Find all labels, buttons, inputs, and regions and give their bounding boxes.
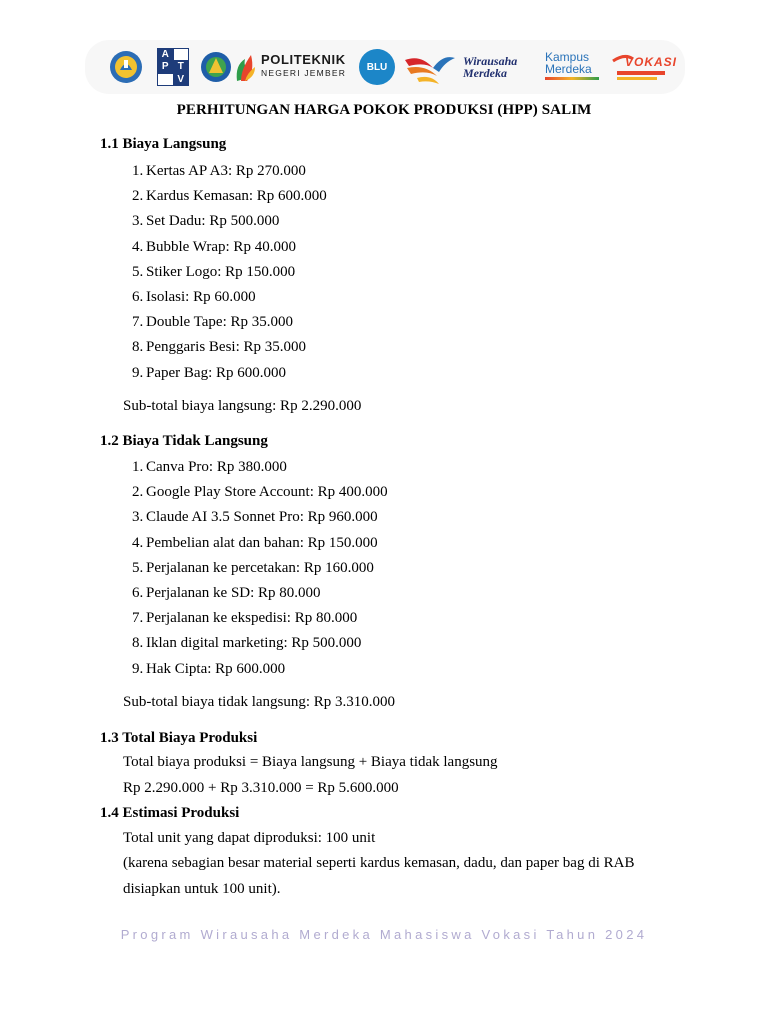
list-biaya-langsung <box>100 159 327 386</box>
list-number: 1. <box>132 163 144 179</box>
wirausaha-merdeka-logo <box>463 55 539 79</box>
list-item <box>100 531 388 556</box>
aptv-block <box>174 49 189 60</box>
polije-line2: NEGERI JEMBER <box>261 68 347 78</box>
kampus-stripe <box>545 77 599 80</box>
list-item-text: Pembelian alat dan bahan: Rp 150.000 <box>146 534 378 551</box>
kampus-merdeka-logo <box>545 51 605 80</box>
list-item-text: Kardus Kemasan: Rp 600.000 <box>146 188 327 205</box>
list-item-text: Google Play Store Account: Rp 400.000 <box>146 484 388 501</box>
list-item <box>100 310 327 335</box>
section-heading-biaya-langsung: 1.1 Biaya Langsung <box>100 136 227 152</box>
list-number: 2. <box>132 188 144 205</box>
list-item-text: Bubble Wrap: Rp 40.000 <box>146 238 296 255</box>
vokasi-logo <box>611 51 678 83</box>
aptv-letter: P <box>161 61 169 73</box>
list-item <box>100 335 327 360</box>
kemendikbud-logo <box>108 50 144 84</box>
list-item-text: Double Tape: Rp 35.000 <box>146 314 293 331</box>
list-item <box>100 209 327 234</box>
list-item-text: Perjalanan ke SD: Rp 80.000 <box>146 584 321 601</box>
document-title: PERHITUNGAN HARGA POKOK PRODUKSI (HPP) SALIM <box>176 102 592 118</box>
total-calculation: Rp 2.290.000 + Rp 3.310.000 = Rp 5.600.000 <box>123 780 399 796</box>
vokasi-text: VOKASI <box>625 55 678 69</box>
ribbon-bird-logo <box>403 48 457 88</box>
aptv-logo <box>157 48 189 86</box>
logo-bar <box>85 40 685 94</box>
list-number: 4. <box>132 534 144 551</box>
subtotal-biaya-tidak-langsung: Sub-total biaya tidak langsung: Rp 3.310.000 <box>123 694 396 710</box>
list-item-text: Iklan digital marketing: Rp 500.000 <box>146 635 362 652</box>
aptv-block <box>158 74 173 85</box>
polije-flame-icon <box>233 51 257 83</box>
list-item-text: Stiker Logo: Rp 150.000 <box>146 263 296 280</box>
page-footer: Program Wirausaha Merdeka Mahasiswa Vokasi Tahun 2024 <box>120 927 648 942</box>
section-heading-total-biaya: 1.3 Total Biaya Produksi <box>100 730 258 746</box>
list-number: 6. <box>132 288 144 305</box>
kampus-line2: Merdeka <box>545 62 592 76</box>
list-item <box>100 455 388 480</box>
aptv-letter: T <box>177 61 184 73</box>
aptv-letter: A <box>161 49 169 61</box>
list-item <box>100 159 327 184</box>
list-item <box>100 480 388 505</box>
estimasi-total-unit: Total unit yang dapat diproduksi: 100 unit <box>123 830 376 846</box>
section-heading-estimasi-produksi: 1.4 Estimasi Produksi <box>100 805 240 821</box>
blu-text: BLU <box>366 61 388 73</box>
list-number: 3. <box>132 509 144 526</box>
list-number: 8. <box>132 635 144 652</box>
polije-line1: POLITEKNIK <box>261 52 346 67</box>
list-item <box>100 505 388 530</box>
list-item-text: Claude AI 3.5 Sonnet Pro: Rp 960.000 <box>146 509 378 526</box>
list-item-text: Perjalanan ke percetakan: Rp 160.000 <box>146 559 374 576</box>
list-item-text: Isolasi: Rp 60.000 <box>146 288 256 305</box>
wirausaha-text: Wirausaha Merdeka <box>463 54 518 80</box>
list-number: 4. <box>132 238 144 255</box>
list-item-text: Canva Pro: Rp 380.000 <box>146 459 287 475</box>
total-formula: Total biaya produksi = Biaya langsung + Biaya tidak langsung <box>123 754 498 770</box>
list-number: 9. <box>132 364 144 381</box>
list-item-text: Perjalanan ke ekspedisi: Rp 80.000 <box>146 610 358 627</box>
section-heading-biaya-tidak-langsung: 1.2 Biaya Tidak Langsung <box>100 433 268 449</box>
estimasi-note-line2: disiapkan untuk 100 unit). <box>123 881 281 897</box>
list-number: 6. <box>132 584 144 601</box>
list-item <box>100 657 388 682</box>
list-number: 2. <box>132 484 144 501</box>
polije-emblem-icon <box>200 51 232 83</box>
list-item <box>100 606 388 631</box>
list-item <box>100 361 327 386</box>
list-number: 1. <box>132 459 144 475</box>
list-item <box>100 581 388 606</box>
list-item-text: Hak Cipta: Rp 600.000 <box>146 660 286 677</box>
list-number: 3. <box>132 213 144 230</box>
list-item <box>100 285 327 310</box>
estimasi-note-line1: (karena sebagian besar material seperti kardus kemasan, dadu, dan paper bag di RAB <box>123 855 635 871</box>
polije-wordmark <box>261 52 353 79</box>
kampus-line1: Kampus <box>545 50 590 64</box>
list-number: 9. <box>132 660 144 677</box>
list-number: 7. <box>132 314 144 331</box>
list-item <box>100 260 327 285</box>
list-number: 5. <box>132 263 144 280</box>
aptv-letter: V <box>177 73 185 85</box>
list-item-text: Kertas AP A3: Rp 270.000 <box>146 163 306 179</box>
list-item <box>100 235 327 260</box>
list-number: 7. <box>132 610 144 627</box>
list-number: 5. <box>132 559 144 576</box>
list-item <box>100 556 388 581</box>
list-item <box>100 184 327 209</box>
list-item-text: Penggaris Besi: Rp 35.000 <box>146 339 306 356</box>
subtotal-biaya-langsung: Sub-total biaya langsung: Rp 2.290.000 <box>123 398 362 414</box>
list-item-text: Paper Bag: Rp 600.000 <box>146 364 286 381</box>
list-number: 8. <box>132 339 144 356</box>
list-item <box>100 631 388 656</box>
list-biaya-tidak-langsung <box>100 455 388 682</box>
list-item-text: Set Dadu: Rp 500.000 <box>146 213 280 230</box>
blu-logo <box>359 49 395 85</box>
